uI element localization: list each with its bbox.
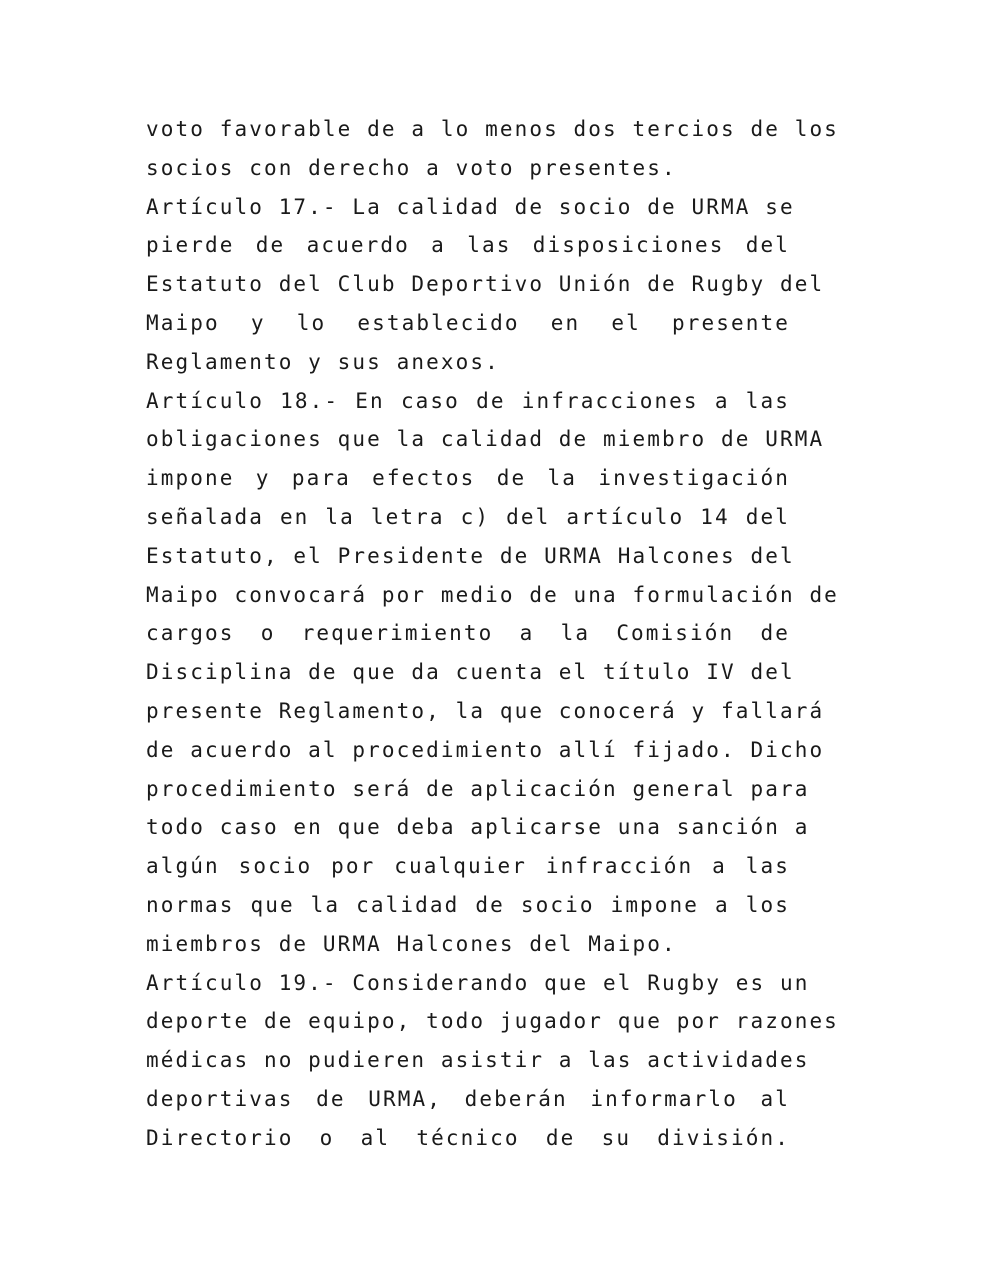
document-text-line: pierde de acuerdo a las disposiciones del xyxy=(146,233,790,258)
document-text-line: deportivas de URMA, deberán informarlo al xyxy=(146,1086,790,1111)
document-text-line: normas que la calidad de socio impone a los xyxy=(146,892,790,917)
document-text-line: voto favorable de a lo menos dos tercios de los xyxy=(146,117,839,141)
document-page xyxy=(146,110,839,1158)
document-text-line: Reglamento y sus anexos. xyxy=(146,349,500,374)
document-text-line: algún socio por cualquier infracción a las xyxy=(146,854,790,879)
document-text-line: Artículo 18.- En caso de infracciones a las xyxy=(146,388,790,413)
document-text-line: impone y para efectos de la investigación xyxy=(146,466,790,491)
document-text-line: presente Reglamento, la que conocerá y fallará xyxy=(146,698,825,723)
document-text-line: Artículo 17.- La calidad de socio de URMA se xyxy=(146,194,795,219)
document-text-line: obligaciones que la calidad de miembro de URMA xyxy=(146,427,825,452)
document-text-line: socios con derecho a voto presentes. xyxy=(146,155,677,180)
document-text-line: Estatuto del Club Deportivo Unión de Rugby del xyxy=(146,272,825,297)
document-text-line: Artículo 19.- Considerando que el Rugby es un xyxy=(146,970,810,995)
document-text-line: deporte de equipo, todo jugador que por razones xyxy=(146,1009,839,1034)
document-text-line: cargos o requerimiento a la Comisión de xyxy=(146,621,790,646)
document-text-line: Maipo y lo establecido en el presente xyxy=(146,310,790,335)
document-text-line: procedimiento será de aplicación general para xyxy=(146,776,810,801)
document-text-line: Disciplina de que da cuenta el título IV del xyxy=(146,660,795,685)
document-text-line: Estatuto, el Presidente de URMA Halcones del xyxy=(146,543,795,568)
document-text-line: médicas no pudieren asistir a las actividades xyxy=(146,1048,810,1073)
document-text-line: Maipo convocará por medio de una formulación de xyxy=(146,582,839,607)
document-text-line: Directorio o al técnico de su división. xyxy=(146,1125,790,1150)
document-text-line: de acuerdo al procedimiento allí fijado. Dicho xyxy=(146,737,825,762)
document-text-line: señalada en la letra c) del artículo 14 del xyxy=(146,504,790,529)
document-text-line: todo caso en que deba aplicarse una sanción a xyxy=(146,815,810,840)
document-text-line: miembros de URMA Halcones del Maipo. xyxy=(146,931,677,956)
